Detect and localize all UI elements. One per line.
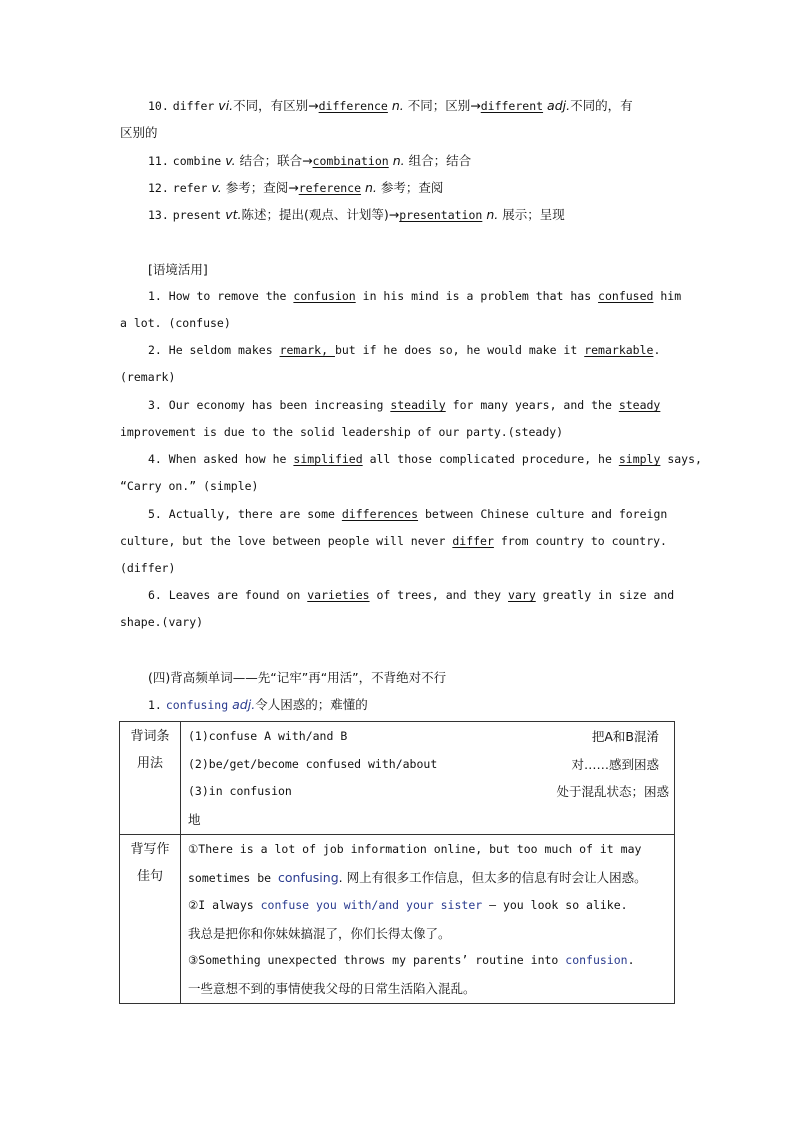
sentence-1-line-1: ①There is a lot of job information online, but too much of it may <box>188 842 642 856</box>
usage-header-cell: 背词条 用法 <box>120 722 181 835</box>
usage-line-3: (3)in confusion 处于混乱状态；困惑 <box>188 784 669 799</box>
exercise-1-line-2: a lot. (confuse) <box>120 316 231 330</box>
vocab-table <box>119 721 675 1004</box>
usage-line-3-cont: 地 <box>188 811 201 827</box>
exercise-1-line-1: 1. How to remove the confusion in his mind is a problem that has confused him <box>148 289 682 303</box>
exercise-3-line-1: 3. Our economy has been increasing steadily for many years, and the steady <box>148 398 661 412</box>
exercise-6-line-1: 6. Leaves are found on varieties of trees, and they vary greatly in size and <box>148 588 675 602</box>
sentence-1-line-2: sometimes be confusing. 网上有很多工作信息，但太多的信息有时会让人困惑。 <box>188 869 647 885</box>
sentences-header-cell: 背写作 佳句 <box>120 835 181 1004</box>
exercise-6-line-2: shape.(vary) <box>120 615 204 629</box>
word-entry-10: 10. differ vi.不同，有区别→difference n. 不同；区别→different adj.不同的，有 <box>148 98 633 113</box>
usage-line-2: (2)be/get/become confused with/about 对……感到困惑 <box>188 756 659 772</box>
table-row-usage <box>120 722 675 835</box>
section-heading-context: [语境活用] <box>148 262 208 277</box>
word-entry-11: 11. combine v. 结合；联合→combination n. 组合；结合 <box>148 153 472 168</box>
word-entry-12: 12. refer v. 参考；查阅→reference n. 参考；查阅 <box>148 180 444 195</box>
sentence-3-translation: 一些意想不到的事情使我父母的日常生活陷入混乱。 <box>188 980 476 996</box>
exercise-4-line-2: “Carry on.” (simple) <box>120 479 259 493</box>
exercise-5-line-2: culture, but the love between people will never differ from country to country. <box>120 534 667 548</box>
exercise-4-line-1: 4. When asked how he simplified all those complicated procedure, he simply says, <box>148 452 702 466</box>
sentence-3-line-1: ③Something unexpected throws my parents’ routine into confusion. <box>188 953 635 967</box>
usage-line-1: (1)confuse A with/and B 把A和B混淆 <box>188 729 659 744</box>
exercise-2-line-2: (remark) <box>120 370 176 384</box>
exercise-3-line-2: improvement is due to the solid leadership of our party.(steady) <box>120 425 564 439</box>
exercise-5-line-1: 5. Actually, there are some differences between Chinese culture and foreign <box>148 507 668 521</box>
sentence-2-line-1: ②I always confuse you with/and your sister — you look so alike. <box>188 898 628 912</box>
table-row-sentences <box>120 835 675 1004</box>
exercise-2-line-1: 2. He seldom makes remark, but if he does so, he would make it remarkable. <box>148 343 661 357</box>
vocab-entry-confusing: 1. confusing adj.令人困惑的；难懂的 <box>148 697 368 712</box>
section-heading-high-frequency: (四)背高频单词——先“记牢”再“用活”，不背绝对不行 <box>148 670 447 685</box>
sentence-2-translation: 我总是把你和你妹妹搞混了，你们长得太像了。 <box>188 925 451 941</box>
usage-content-cell <box>181 722 675 835</box>
word-entry-13: 13. present vt.陈述；提出(观点、计划等)→presentation n. 展示；呈现 <box>148 207 565 222</box>
exercise-5-line-3: (differ) <box>120 561 176 575</box>
sentences-content-cell <box>181 835 675 1004</box>
word-entry-10-cont: 区别的 <box>120 125 158 140</box>
